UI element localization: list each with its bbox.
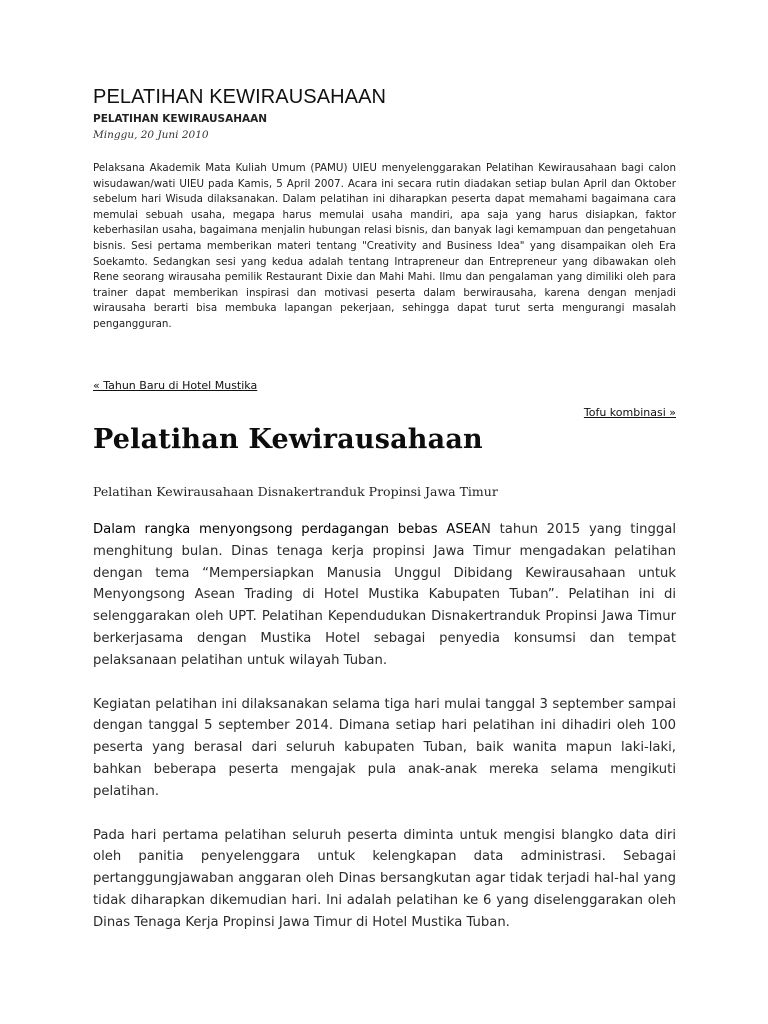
article-body [93, 519, 676, 934]
post-paragraph: Pelaksana Akademik Mata Kuliah Umum (PAMU) UIEU menyelenggarakan Pelatihan Kewirausahaan bagi calon wisudawan/wati UIEU pada Kamis, 5 April 2007. Acara ini secara rutin diadakan setiap bulan April dan Oktober sebelum hari Wisuda dilaksanakan. Dalam pelatihan ini diharapkan peserta dapat memahami bagaimana cara memulai sebuah usaha, megapa harus memulai usaha mandiri, apa saja yang harus disiapkan, faktor keberhasilan usaha, bagaimana menjalin hubungan relasi bisnis, dan banyak lagi kemampuan dan pengetahuan bisnis. Sesi pertama memberikan materi tentang "Creativity and Business Idea" yang disampaikan oleh Era Soekamto. Sedangkan sesi yang kedua adalah tentang Intrapreneur dan Entrepreneur yang dibawakan oleh Rene seorang wirausaha pemilik Restaurant Dixie dan Mahi Mahi. Ilmu dan pengalaman yang dimiliki oleh para trainer dapat memberikan inspirasi dan motivasi peserta dalam berwirausaha, karena dengan menjadi wirausaha berarti bisa membuka lapangan pekerjaan, sehingga dapat turut serta mengurangi masalah pengangguran. [93, 162, 676, 330]
article-paragraph-1 [93, 519, 676, 672]
article-title: Pelatihan Kewirausahaan [93, 424, 483, 455]
article-paragraph-3: Pada hari pertama pelatihan seluruh peserta diminta untuk mengisi blangko data diri oleh panitia penyelenggara untuk kelengkapan data administrasi. Sebagai pertanggungjawaban anggaran oleh Dinas bersangkutan agar tidak terjadi hal-hal yang tidak diharapkan dikemudian hari. Ini adalah pelatihan ke 6 yang diselenggarakan oleh Dinas Tenaga Kerja Propinsi Jawa Timur di Hotel Mustika Tuban. [93, 827, 676, 930]
previous-post-link[interactable]: « Tahun Baru di Hotel Mustika [93, 379, 258, 392]
post-date: Minggu, 20 Juni 2010 [93, 129, 209, 141]
article-paragraph-1-lead: Dalam rangka menyongsong perdagangan bebas ASEA [93, 522, 482, 537]
post-title: PELATIHAN KEWIRAUSAHAAN [93, 86, 387, 108]
article-paragraph-2: Kegiatan pelatihan ini dilaksanakan selama tiga hari mulai tanggal 3 september sampai dengan tanggal 5 september 2014. Dimana setiap hari pelatihan ini dihadiri oleh 100 peserta yang berasal dari seluruh kabupaten Tuban, baik wanita mapun laki-laki, bahkan beberapa peserta mengajak pula anak-anak mereka selama mengikuti pelatihan. [93, 696, 676, 799]
post-subtitle: PELATIHAN KEWIRAUSAHAAN [93, 113, 268, 125]
post-body [93, 161, 676, 333]
next-post-link[interactable]: Tofu kombinasi » [583, 406, 676, 419]
article-paragraph-1-rest: N tahun 2015 yang tinggal menghitung bulan. Dinas tenaga kerja propinsi Jawa Timur mengadakan pelatihan dengan tema “Mempersiapkan Manusia Unggul Dibidang Kewirausahaan untuk Menyongsong Asean Trading di Hotel Mustika Kabupaten Tuban”. Pelatihan ini di selenggarakan oleh UPT. Pelatihan Kependudukan Disnakertranduk Propinsi Jawa Timur berkerjasama dengan Mustika Hotel sebagai penyedia konsumsi dan tempat pelaksanaan pelatihan untuk wilayah Tuban. [93, 522, 676, 668]
article-subtitle: Pelatihan Kewirausahaan Disnakertranduk Propinsi Jawa Timur [93, 484, 498, 499]
